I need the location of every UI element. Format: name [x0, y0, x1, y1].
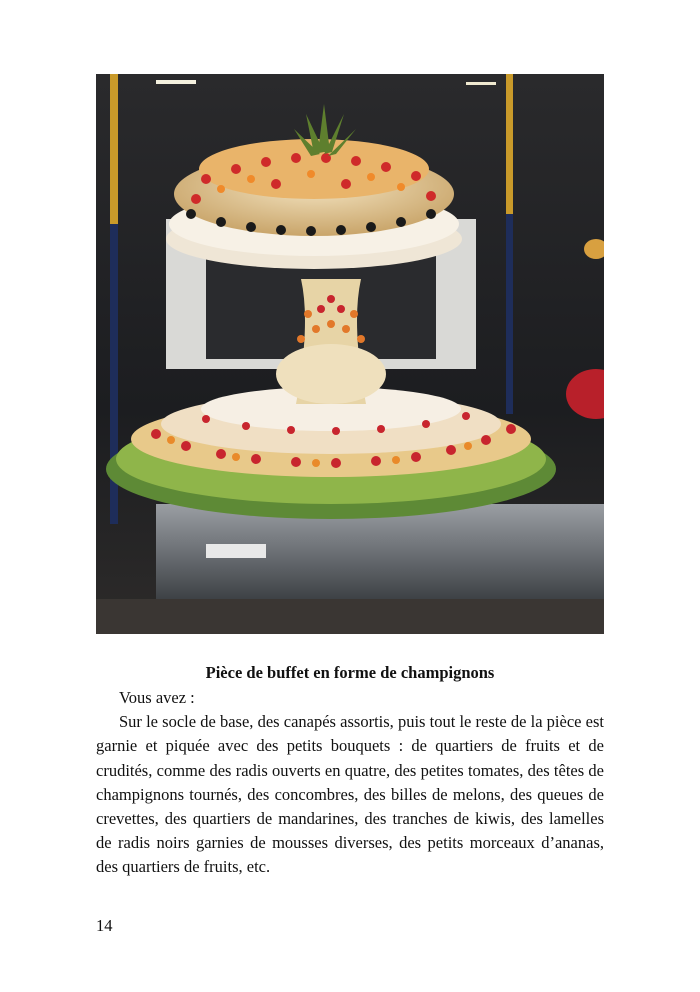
buffet-photo [96, 74, 604, 634]
body-text [96, 686, 604, 880]
buffet-photo-illustration [96, 74, 604, 634]
paragraph-description: Sur le socle de base, des canapés assortis, puis tout le reste de la pièce est garnie et piquée avec des petits bouquets : de quartiers de fruits et de crudités, comme des radis ouverts en quatre, des petites tomates, des têtes de champignons tournés, des concombres, des billes de melons, des queues de crevettes, des quartiers de mandarines, des tranches de kiwis, des lamelles de radis noirs garnies de mousses diverses, des petits morceaux d’ananas, des quartiers de fruits, etc. [96, 712, 604, 877]
figure-caption: Pièce de buffet en forme de champignons [205, 663, 495, 682]
paragraph-intro: Vous avez : [119, 688, 195, 707]
page-number: 14 [96, 916, 113, 935]
